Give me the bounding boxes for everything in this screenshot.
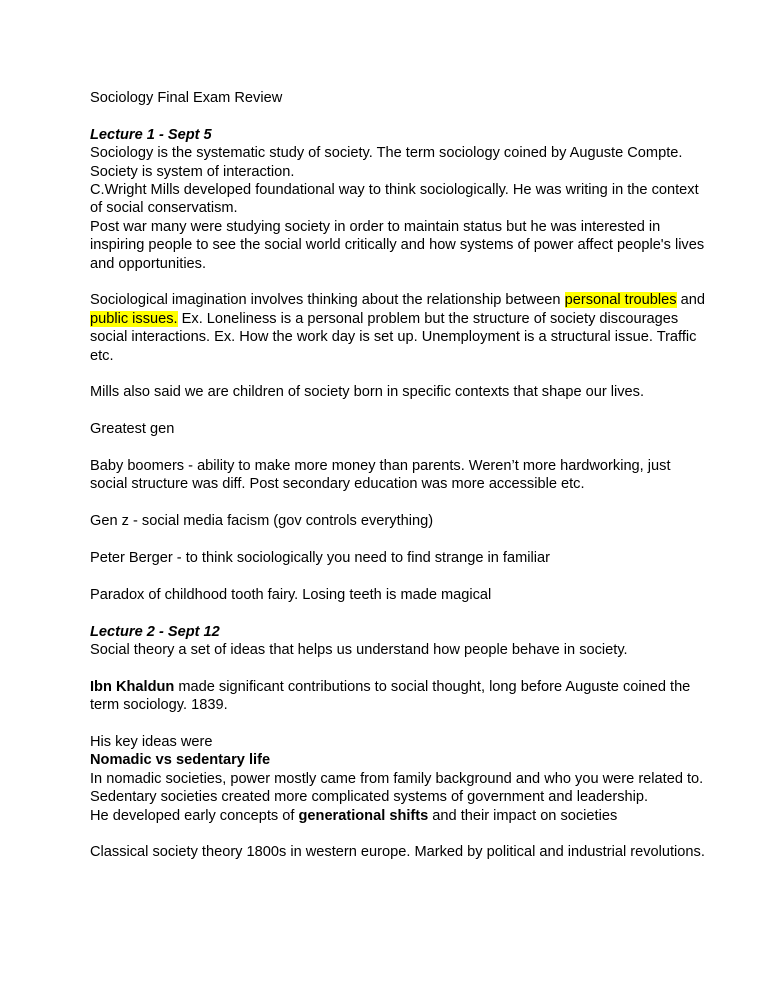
paragraph-line: Post war many were studying society in order to maintain status but he was interested in [90, 218, 661, 235]
spacer [90, 107, 690, 125]
paragraph-line: social structure was diff. Post secondary education was more accessible etc. [90, 476, 585, 493]
paragraph-line: term sociology. 1839. [90, 697, 228, 714]
spacer [90, 567, 690, 585]
paragraph-line: Gen z - social media facism (gov controls everything) [90, 513, 434, 530]
nomadic-heading: Nomadic vs sedentary life [90, 752, 271, 769]
text-span: made significant contributions to social thought, long before Auguste coined the [174, 678, 691, 695]
spacer [90, 604, 690, 622]
paragraph-line: Sociology is the systematic study of society. The term sociology coined by Auguste Compte. [90, 145, 683, 162]
paragraph-line: Paradox of childhood tooth fairy. Losing teeth is made magical [90, 586, 492, 603]
paragraph-line: and opportunities. [90, 255, 207, 272]
sociological-imagination-line [90, 291, 705, 309]
spacer [90, 439, 690, 457]
lecture-2-heading: Lecture 2 - Sept 12 [90, 623, 220, 640]
spacer [90, 365, 690, 383]
text-span: and [676, 292, 705, 309]
paragraph-line: Greatest gen [90, 421, 175, 438]
paragraph-line: inspiring people to see the social world critically and how systems of power affect people's lives [90, 237, 705, 254]
lecture-1-heading: Lecture 1 - Sept 5 [90, 126, 212, 143]
paragraph-line: Society is system of interaction. [90, 163, 295, 180]
spacer [90, 659, 690, 677]
paragraph-line: Peter Berger - to think sociologically you need to find strange in familiar [90, 550, 550, 567]
document-title: Sociology Final Exam Review [90, 90, 283, 106]
paragraph-line: In nomadic societies, power mostly came from family background and who you were related to. [90, 770, 704, 787]
spacer [90, 715, 690, 733]
paragraph-line: etc. [90, 347, 114, 364]
paragraph-line: His key ideas were [90, 734, 213, 751]
paragraph-line: Sedentary societies created more complicated systems of government and leadership. [90, 789, 649, 806]
sociological-imagination-line [90, 310, 690, 328]
spacer [90, 825, 690, 843]
bold-term-ibn-khaldun: Ibn Khaldun [90, 678, 175, 695]
paragraph-line: Classical society theory 1800s in western europe. Marked by political and industrial revolutions. [90, 844, 705, 861]
generational-shifts-line [90, 807, 690, 825]
paragraph-line: Social theory a set of ideas that helps us understand how people behave in society. [90, 642, 628, 659]
spacer [90, 402, 690, 420]
document-page [90, 89, 705, 862]
bold-term-generational-shifts: generational shifts [298, 807, 429, 824]
text-span: He developed early concepts of [90, 807, 299, 824]
spacer [90, 531, 690, 549]
highlighted-term-personal-troubles: personal troubles [564, 292, 677, 309]
text-span: Sociological imagination involves thinking about the relationship between [90, 292, 565, 309]
paragraph-line: Baby boomers - ability to make more money than parents. Weren’t more hardworking, just [90, 458, 671, 475]
paragraph-line: C.Wright Mills developed foundational way to think sociologically. He was writing in the context [90, 182, 699, 199]
paragraph-line: of social conservatism. [90, 200, 238, 217]
paragraph-line: social interactions. Ex. How the work day is set up. Unemployment is a structural issue. Traffic [90, 329, 697, 346]
text-span: and their impact on societies [428, 807, 618, 824]
paragraph-line: Mills also said we are children of society born in specific contexts that shape our lives. [90, 384, 645, 401]
spacer [90, 494, 690, 512]
text-span: Ex. Loneliness is a personal problem but the structure of society discourages [177, 310, 679, 327]
highlighted-term-public-issues: public issues. [90, 310, 178, 327]
khaldun-line [90, 678, 690, 696]
spacer [90, 273, 690, 291]
